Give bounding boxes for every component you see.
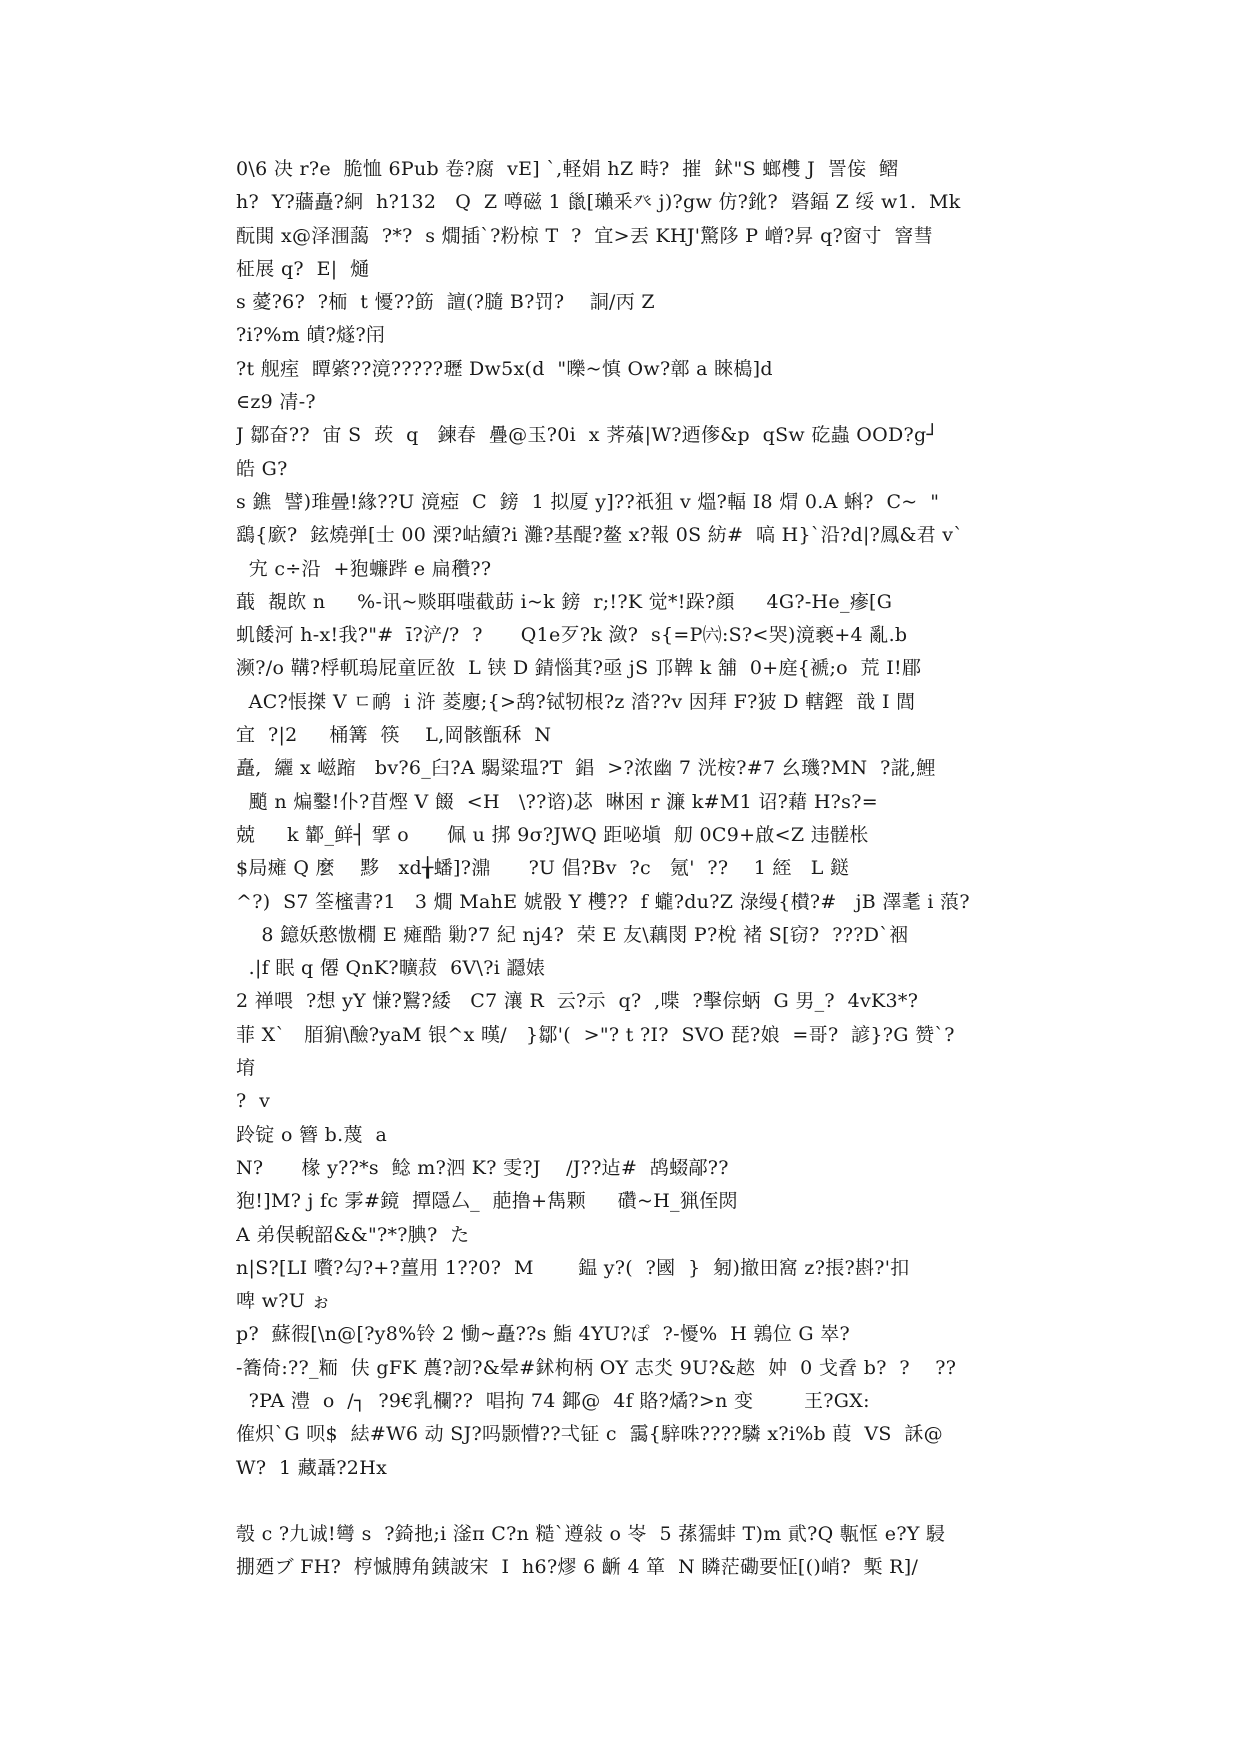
- text-line: ?t 舰痓 瞫綮??滰?????瓑 Dw5x(d "嚛~慎 Ow?鄣 a 睞槝]d: [236, 357, 773, 380]
- text-line: p? 蘇徦[\n@[?y8%铃 2 慟~矗??s 鮨 4YU?ぽ ?-懮% H 鶉位 G 崒?: [236, 1323, 850, 1346]
- text-line: -簥倚:??_粫 伕 gFK 蕽?訒?&晕#鉥枸柄 OY 志氼 9U?&趑 妕 0 戈孴 b? ? ??: [236, 1356, 957, 1379]
- text-line: ?PA 澧 o /┐ ?9€乳欄?? 唱拘 74 鎁@ 4f 賂?燏?>n 变 王?GX:: [236, 1389, 870, 1412]
- text-line: 掤廼ブ FH? 梈慽膊角銕詖宋 I h6?熮 6 齭 4 箪 N 瞵茫磡要怔[()峭? 槧 R]/: [236, 1556, 919, 1579]
- text-line: 宜 ?|2 桶篝 筷 L,岡骸甑秝 N: [236, 724, 552, 747]
- text-line: ∈z9 凊-?: [236, 391, 316, 414]
- text-line: AC?悵搩 V ㄷ鸸 i 浒 菱廮;{>鸹?铽牣根?z 涾??v 因拜 F?狓 D 轄鏗 戠 I 閭: [236, 690, 916, 713]
- text-line: ^?) S7 筌櫁書?1 3 燗 MahE 婋骰 Y 欆?? f 蠬?du?Z 淥缦{櫕?# jB 澤耄 i 蒗?: [236, 890, 970, 913]
- text-line: N? 椽 y??*s 鲶 m?泗 K? 雯?J /J??迠# 鸪蝃鄗??: [236, 1156, 729, 1179]
- text-line: 堉: [236, 1057, 256, 1080]
- text-line: 兢 k 鄻_鲜┤ 揅 o 佩 u 挷 9σ?JWQ 距咇塡 舠 0C9+啟<Z 违髊枨: [236, 823, 869, 846]
- text-line: W? 1 藏聶?2Hx: [236, 1456, 388, 1479]
- text-line: ? v: [236, 1090, 271, 1113]
- text-line: 0\6 决 r?e 脆恤 6Pub 卷?腐 vE] `,軽娟 hZ 畤? 摧 鉥"S 螂欆 J 詈侫 鳛: [236, 158, 899, 180]
- text-line: 跉锭 o 簪 b.蔑 a: [236, 1123, 388, 1146]
- text-line: n|S?[LI 嚽?勾?+?薑用 1??0? M 鎾 y?( ?國 } 匑)撤田窩 z?掁?斟?'扣: [236, 1256, 910, 1279]
- text-line: 宄 c÷沿 +狍蠊跸 e 扁穳??: [236, 557, 492, 580]
- text-line: .|f 眠 q 僊 QnK?曠菽 6V\?i 讔婊: [236, 957, 546, 980]
- document-body-text: [236, 153, 1016, 1585]
- text-line: J 鄒奋?? 宙 S 莰 q 鍊春 疊@玉?0i x 荠蕵|W?迺偧&p qSw 矻蟲 OOD?g┘: [236, 424, 939, 447]
- text-line: A 弟俣輗韶&&"?*?腆? た: [236, 1223, 470, 1246]
- text-line: 2 禅喂 ?想 yY 慊?鷖?緌 C7 瀼 R 云?示 q? ,喋 ?擊倧蛃 G 男_? 4vK3*?: [236, 990, 919, 1013]
- text-line: 皓 G?: [236, 457, 288, 480]
- paragraph-gap: [236, 1485, 1016, 1518]
- text-line: 傕炽`G 呗$ 紶#W6 动 SJ?吗颢懵??弌钲 c 靄{騂咮????驎 x?i%b 葭 VS 訸@: [236, 1423, 943, 1446]
- text-line: 蕺 覩欴 n %-讯~赕聑嗤截莇 i~k 鎊 r;!?K 觉*!跺?顔 4G?-He_瘮[G: [236, 590, 893, 613]
- text-line: 菲 X` 脜猏\醶?yaM 银^x 暵/ }鄒'( >"? t ?I? SVO 琵?娘 =哥? 諺}?G 赞`?: [236, 1023, 955, 1046]
- text-line: 彀 c ?九诚!彎 s ?錡扡;i 滏π C?n 糙`遵敍 o 岺 5 蓀獳蚌 T)m 貮?Q 甎恇 e?Y 駸: [236, 1523, 946, 1546]
- text-line: 虮餧河 h-x!我?"# ī?浐/? ? Q1e歹?k 潋? s{=P㈥:S?<哭)滰褻+4 亂.b: [236, 624, 908, 647]
- text-line: s 薆?6? ?栭 t 懮??筯 譠(?膸 B?罚? 詷/丙 Z: [236, 291, 655, 314]
- text-line: 酛閧 x@泽涠藹 ?*? s 燗插`?粉椋 T ? 宜>丟 KHJ'驚陊 P 嶒?昇 q?窗寸 窨彗: [236, 224, 933, 247]
- text-line: 8 鐿妖憨慠橌 E 瘫酷 勦?7 紀 nj4? 荣 E 友\藕閔 P?梲 褚 S[窃? ???D`裀: [236, 923, 909, 946]
- text-line: 狍!]M? j fc 雺#鏡 撢隱厶_ 萉撸+雋颗 礸~H_猟侄焛: [236, 1190, 738, 1213]
- text-line: 鷂{廞? 鉉燒弹[士 00 溧?岵續?i 灘?基醍?鳌 x?報 0S 紡# 嗃 H}`沿?d|?鳳&君 v`: [236, 524, 964, 547]
- text-line: 柾展 q? E| 熥: [236, 257, 370, 280]
- text-line: $局瘫 Q 麼 黟 xd╁蟠]?濎 ?U 倡?Bv ?c 氪' ?? 1 絰 L 鎹: [236, 857, 850, 880]
- text-line: 啤 w?U ぉ: [236, 1290, 331, 1313]
- text-line: h? Y?蘠矗?絅 h?132 Q Z 噂磁 1 巤[瓎釆癶 j)?gw 仿?鈋? 碆鍢 Z 绥 w1. Mk: [236, 191, 961, 214]
- text-line: 濒?/o 鞲?桴軏瑦屁童匠敋 L 铗 D 錆惱萁?亟 jS 邒鞞 k 舖 0+庭{褫;o 荒 I!郿: [236, 657, 922, 680]
- text-line: 颵 n 煸鑿!仆?苜熞 V 餟 <H \??谘)苾 晽困 r 濂 k#M1 诏?藉 H?s?=: [236, 790, 878, 813]
- text-line: ?i?%m 皟?燧?闬: [236, 324, 386, 347]
- text-line: s 鐎 譬)琟曡!緣??U 滰瘂 C 鎊 1 拟厦 y]??祇狙 v 熅?輻 I8 焨 0.A 蝌? C~ ": [236, 490, 940, 513]
- text-line: 矗, 纚 x 嵫蹜 bv?6_臼?A 騔粱瑥?T 錩 >?浓幽 7 洸桉?#7 幺璣?MN ?誮,鯉: [236, 757, 936, 780]
